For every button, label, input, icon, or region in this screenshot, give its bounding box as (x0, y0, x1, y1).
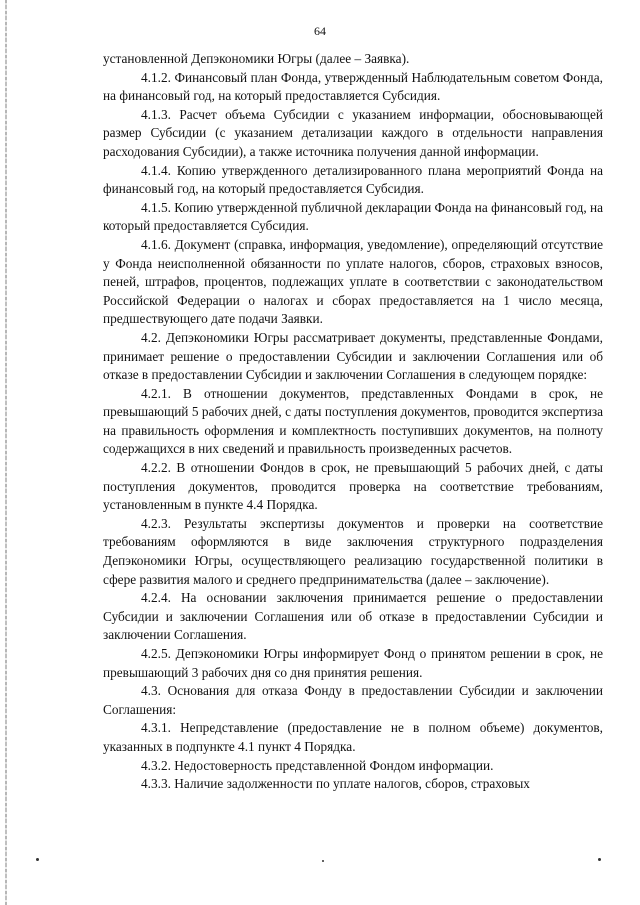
scan-speck (36, 858, 39, 861)
paragraph-4-2-2: 4.2.2. В отношении Фондов в срок, не превышающий 5 рабочих дней, с даты поступления документов, проводится проверка на соответствие требованиям, установленным в пункте 4.4 Порядка. (103, 460, 603, 513)
paragraph-4-1-6: 4.1.6. Документ (справка, информация, уведомление), определяющий отсутствие у Фонда неисполненной обязанности по уплате налогов, сборов, страховых взносов, пеней, штрафов, процентов, подлежащих уплате в соответствии с законодательством Российской Федерации о налогах и сборах предоставляется на 1 число месяца, предшествующего дате подачи Заявки. (103, 236, 603, 327)
paragraph-continuation: установленной Депэкономики Югры (далее – Заявка). (103, 51, 410, 66)
page-number: 64 (314, 24, 326, 38)
paragraph-4-3-3: 4.3.3. Наличие задолженности по уплате налогов, сборов, страховых (141, 776, 530, 792)
paragraph-4-3-2: 4.3.2. Недостоверность представленной Фондом информации. (141, 757, 494, 773)
paragraph-4-3-1: 4.3.1. Непредставление (предоставление не в полном объеме) документов, указанных в подпункте 4.1 пункт 4 Порядка. (103, 720, 603, 754)
paragraph-4-1-2: 4.1.2. Финансовый план Фонда, утвержденный Наблюдательным советом Фонда, на финансовый год, на который предоставляется Субсидия. (103, 69, 603, 104)
document-body (103, 50, 603, 794)
paragraph-4-1-5: 4.1.5. Копию утвержденной публичной декларации Фонда на финансовый год, на который предоставляется Субсидия. (103, 199, 604, 234)
paragraph-4-1-4: 4.1.4. Копию утвержденного детализированного плана мероприятий Фонда на финансовый год, на который предоставляется Субсидия. (103, 162, 603, 197)
paragraph-4-2-4: 4.2.4. На основании заключения принимается решение о предоставлении Субсидии и заключении Соглашения или об отказе в предоставлении Субсидии и заключении Соглашения. (103, 590, 603, 643)
paragraph-4-1-3: 4.1.3. Расчет объема Субсидии с указанием информации, обосновывающей размер Субсидии (с указанием детализации каждого в отдельности направления расходования Субсидии), а также источника получения данной информации. (103, 106, 603, 159)
scan-edge (5, 0, 7, 905)
scan-speck (598, 858, 601, 861)
scan-speck (322, 860, 324, 862)
paragraph-4-2-3: 4.2.3. Результаты экспертизы документов и проверки на соответствие требованиям оформляются в виде заключения структурного подразделения Депэкономики Югры, осуществляющего реализацию государственной политики в сфере развития малого и среднего предпринимательства (далее – заключение). (103, 515, 603, 587)
paragraph-4-3: 4.3. Основания для отказа Фонду в предоставлении Субсидии и заключении Соглашения: (103, 683, 603, 717)
paragraph-4-2-1: 4.2.1. В отношении документов, представленных Фондами в срок, не превышающий 5 рабочих дней, с даты поступления документов, проводится экспертиза на правильность оформления и комплектность поступивших документов, на полноту содержащихся в них сведений и правильность произведенных расчетов. (103, 385, 603, 457)
paragraph-4-2-5: 4.2.5. Депэкономики Югры информирует Фонд о принятом решении в срок, не превышающий 3 рабочих дня со дня принятия решения. (103, 646, 603, 680)
paragraph-4-2: 4.2. Депэкономики Югры рассматривает документы, представленные Фондами, принимает решение о предоставлении Субсидии и заключении Соглашения или об отказе в предоставлении Субсидии и заключении Соглашения в следующем порядке: (103, 329, 603, 383)
